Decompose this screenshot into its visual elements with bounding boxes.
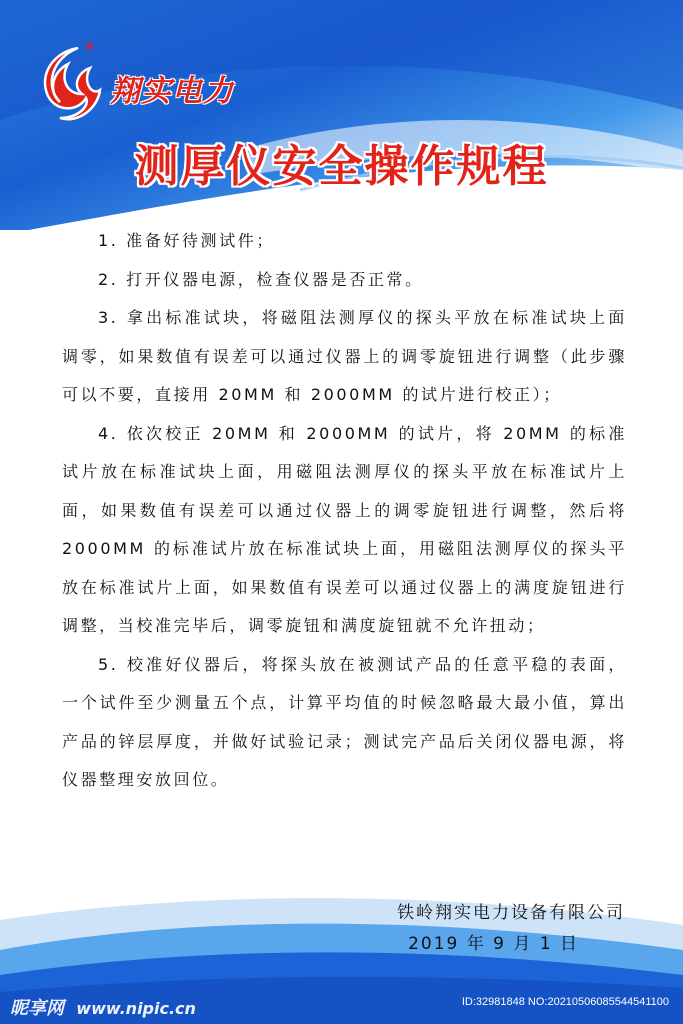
image-id-label: ID:32981848 NO:20210506085544541100	[461, 996, 669, 1008]
procedure-step-1: 1. 准备好待测试件；	[98, 231, 275, 250]
procedure-content	[62, 222, 627, 800]
page-title: 测厚仪安全操作规程	[134, 141, 549, 192]
site-watermark	[10, 994, 196, 1020]
issue-date: 2019 年 9 月 1 日	[408, 934, 579, 954]
watermark-site-name: 昵享网	[10, 998, 64, 1019]
company-name: 铁岭翔实电力设备有限公司	[397, 903, 625, 923]
watermark-url: www.nipic.cn	[76, 999, 196, 1018]
registered-mark: ®	[84, 40, 95, 53]
procedure-step-2: 2. 打开仪器电源，检查仪器是否正常。	[98, 269, 424, 289]
procedure-step-5: 5. 校准好仪器后，将探头放在被测试产品的任意平稳的表面，一个试件至少测量五个点，计算平均值的时候忽略最大最小值，算出产品的锌层厚度，并做好试验记录；测试完产品后关闭仪器电源，将仪器整理安放回位。	[62, 654, 627, 789]
brand-name: 翔实电力	[110, 74, 234, 109]
procedure-step-4: 4. 依次校正 20MM 和 2000MM 的试片，将 20MM 的标准试片放在标准试块上面，用磁阻法测厚仪的探头平放在标准试片上面，如果数值有误差可以通过仪器上的调零旋钮进行调整，然后将 2000MM 的标准试片放在标准试块上面，用磁阻法测厚仪的探头平放在标准试片上面，如果数值有误差可以通过仪器上的满度旋钮进行调整，当校准完毕后，调零旋钮和满度旋钮就不允许扭动；	[62, 423, 627, 635]
flame-logo-icon	[38, 42, 108, 126]
procedure-step-3: 3. 拿出标准试块，将磁阻法测厚仪的探头平放在标准试块上面调零，如果数值有误差可以通过仪器上的调零旋钮进行调整（此步骤可以不要，直接用 20MM 和 2000MM 的试片进行校正）；	[62, 308, 627, 404]
